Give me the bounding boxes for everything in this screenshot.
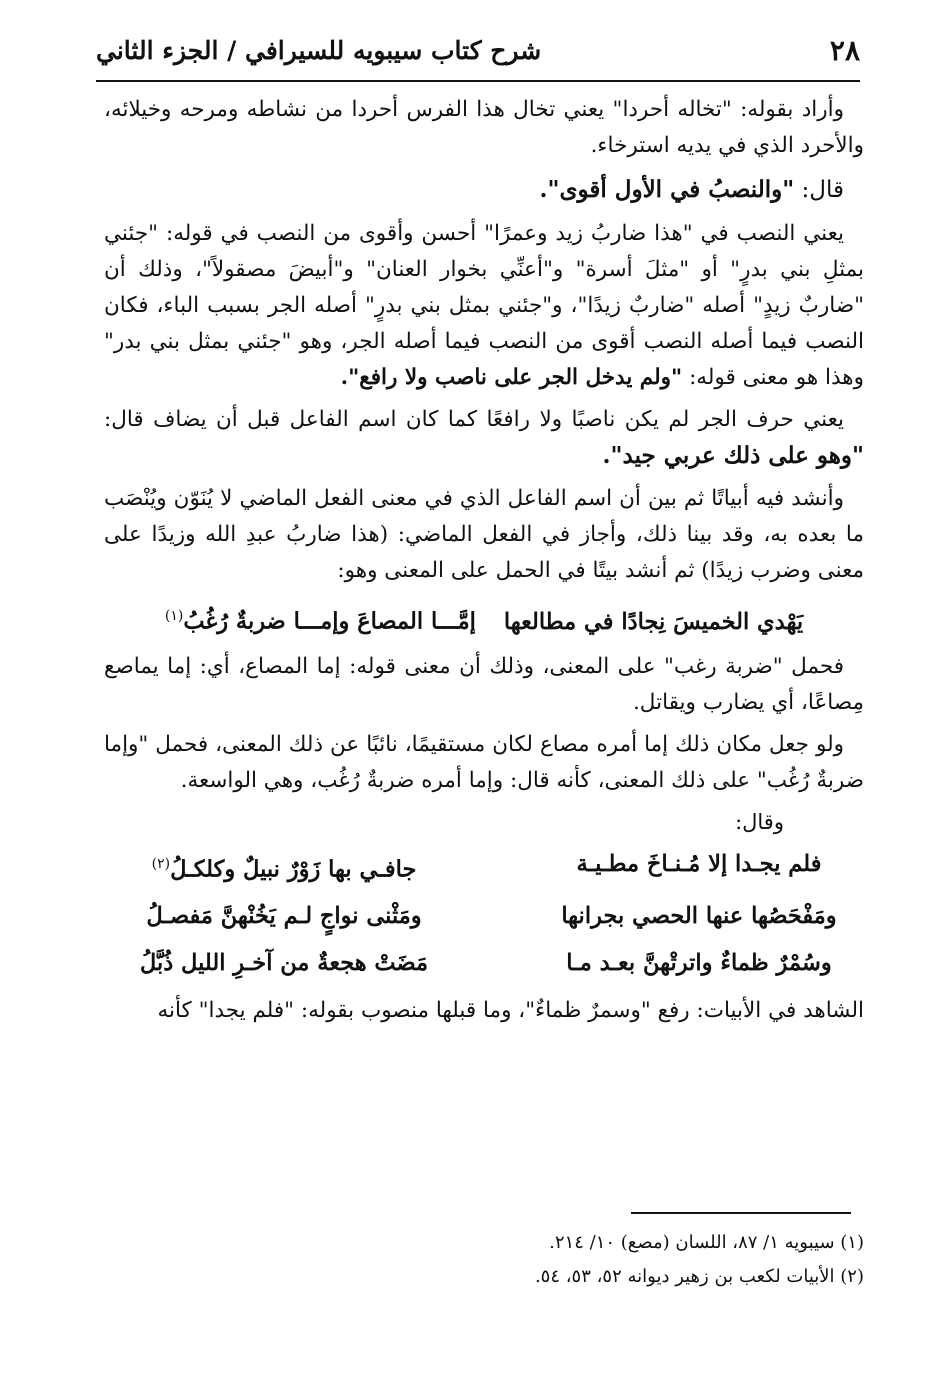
quote-prefix: قال: [794,177,844,203]
paragraph-1: وأراد بقوله: "تخاله أحردا" يعني تخال هذا الفرس أحردا من نشاطه ومرحه وخيلائه، والأحرد الذي في يديه استرخاء. [104,97,864,158]
paragraph-3-quote: "وهو على ذلك عربي جيد". [602,442,864,469]
page-header [96,30,860,74]
paragraph-4: وأنشد فيه أبياتًا ثم بين أن اسم الفاعل الذي في معنى الفعل الماضي لا يُنَوّن ويُنْصَب ما بعده به، وقد بينا ذلك، وأجاز في الفعل الماضي: (هذا ضاربُ عبدِ الله وزيدًا على معنى وضرب زيدًا) ثم أنشد بيتًا في الحمل على المعنى وهو: [104,486,864,583]
paragraph-6: ولو جعل مكان ذلك إما أمره مصاع لكان مستقيمًا، نائبًا عن ذلك المعنى، فحمل "وإما ضربةٌ رُغُب" على ذلك المعنى، كأنه قال: وإما أمره ضربةٌ رُغُب، وهي الواسعة. [104,731,864,793]
footnote-marker-2: (٢) [151,855,171,872]
header-divider [96,80,860,82]
footnote-1: (١) سيبويه ١/ ٨٧، اللسان (مصع) ١٠/ ٢١٤. [549,1232,864,1253]
paragraph-5: فحمل "ضربة رغب" على المعنى، وذلك أن معنى قوله: إما المصاع، أي: إما يماصع مِصاعًا، أي يضارب ويقاتل. [104,653,864,715]
poem-hemistich-a: فلم يجـدا إلا مُـنـاخَ مطـيـة [576,850,822,877]
paragraph-2-quote: "ولم يدخل الجر على ناصب ولا رافع". [340,365,683,390]
paragraph-2-text: يعني النصب في "هذا ضاربُ زيد وعمرًا" أحسن وأقوى من النصب في قوله: "جئني بمثلِ بني بدرٍ" أو "مثلَ أسرة" و"أعنِّي بخوار العنان" و"أبيضَ مصقولاً"، وذلك أن "ضاربٌ زيدٍ" أصله "ضاربٌ زيدًا"، و"جئني بمثل بني بدرٍ" أصله الجر بسبب الباء، فكان النصب فيما أصله النصب أقوى من النصب فيما أصله الجر، وهو "جئني بمثل بني بدر" وهذا هو معنى قوله: [104,221,864,390]
quote-text: "والنصبُ في الأول أقوى". [539,176,795,203]
verse-hemistich-1: يَهْدي الخميسَ نِجادًا في مطالعها [503,608,804,635]
poem-hemistich-a: ومَفْحَصُها عنها الحصي بجرانها [561,903,837,929]
verse-line [104,595,864,643]
footnote-2: (٢) الأبيات لكعب بن زهير ديوانه ٥٢، ٥٣، ٥٤. [534,1266,864,1287]
paragraph-2 [104,216,864,396]
poem-line [104,841,864,894]
poem-hemistich-b: ومَثْنى نواجٍ لـم يَخُنْهنَّ مَفصـلُ [146,903,422,929]
verse-hemistich-2 [165,595,476,643]
poem-hemistich-b: مَضَتْ هجعةٌ من آخـرِ الليل ذُبَّلُ [139,950,429,976]
poem-line [104,893,864,940]
poem-intro: وقال: [735,809,784,834]
verse-hemistich-2-text: إمَّـــا المصاعَ وإمـــا ضربةٌ رُغُبُ [183,608,476,635]
footnote-divider [631,1212,851,1214]
poem-hemistich-b-text: جافـي بها زَوْرٌ نبيلٌ وكلكـلُ [170,856,417,882]
page-number: ٢٨ [829,34,860,67]
paragraph-7: الشاهد في الأبيات: رفع "وسمرٌ ظماءٌ"، وما قبلها منصوب بقوله: "فلم يجدا" كأنه [157,998,864,1023]
poem-line [104,940,864,987]
paragraph-3 [104,402,864,475]
poem [104,841,864,988]
footnote-marker-1: (١) [164,608,184,624]
running-title: شرح كتاب سيبويه للسيرافي / الجزء الثاني [96,36,542,65]
poem-hemistich-a: وسُمْرٌ ظماءٌ واترتْهنَّ بعـد مـا [566,950,832,976]
paragraph-3-text: يعني حرف الجر لم يكن ناصبًا ولا رافعًا كما كان اسم الفاعل قبل أن يضاف قال: [104,407,844,432]
page-body [104,92,864,1035]
quote-line-1 [104,170,864,210]
poem-hemistich-b [104,841,464,894]
footnotes [104,1226,864,1294]
